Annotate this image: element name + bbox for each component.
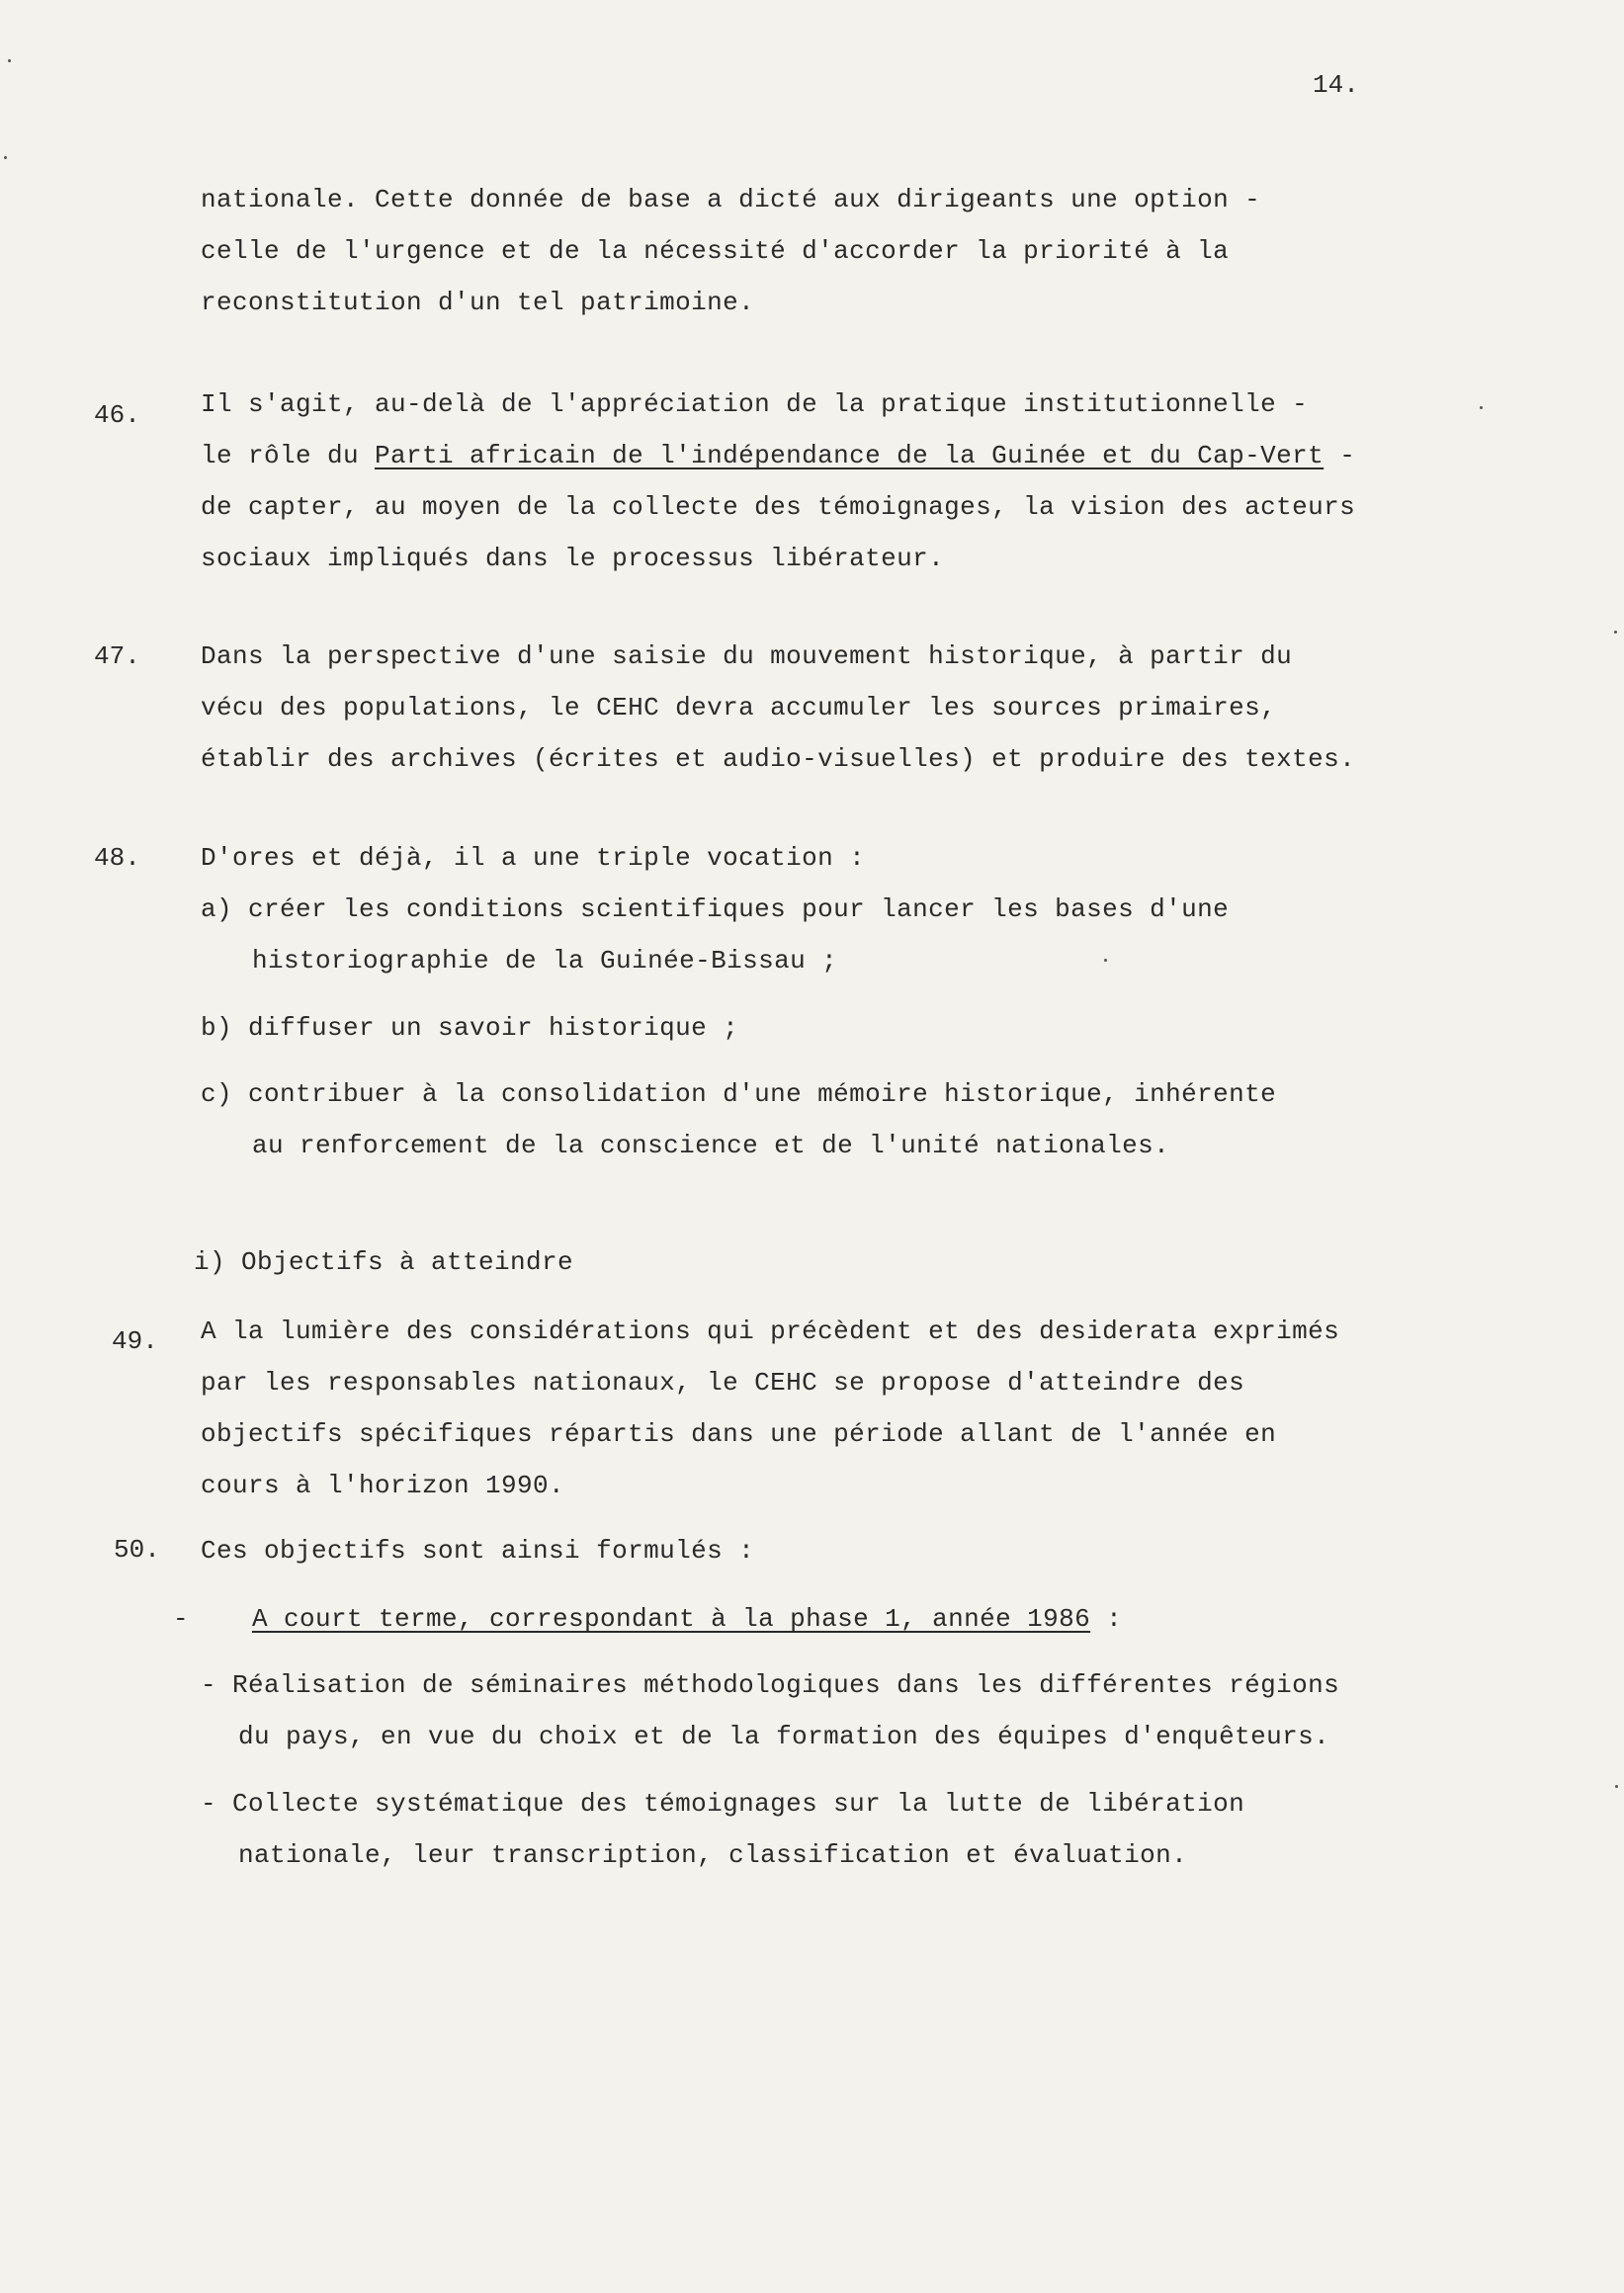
list-item-c: c) contribuer à la consolidation d'une mémoire historique, inhérente [201, 1079, 1277, 1109]
paper-speck [1614, 631, 1617, 634]
text-span: : [1090, 1604, 1123, 1634]
text-line: de capter, au moyen de la collecte des témoignages, la vision des acteurs [201, 492, 1356, 522]
section-heading: i) Objectifs à atteindre [194, 1247, 574, 1277]
dash-bullet: - [173, 1604, 189, 1634]
list-item: - Réalisation de séminaires méthodologiques dans les différentes régions [201, 1670, 1340, 1700]
list-item-b: b) diffuser un savoir historique ; [201, 1013, 739, 1043]
text-line: nationale. Cette donnée de base a dicté aux dirigeants une option - [201, 185, 1261, 214]
text-line: sociaux impliqués dans le processus libérateur. [201, 544, 945, 573]
text-line: historiographie de la Guinée-Bissau ; [252, 946, 838, 976]
paragraph-number: 46. [94, 400, 140, 430]
text-line: Ces objectifs sont ainsi formulés : [201, 1536, 755, 1566]
text-line: vécu des populations, le CEHC devra accumuler les sources primaires, [201, 693, 1277, 722]
paragraph-number: 48. [94, 843, 140, 873]
underlined-party-name: Parti africain de l'indépendance de la Guinée et du Cap-Vert [375, 441, 1325, 470]
text-line: D'ores et déjà, il a une triple vocation : [201, 843, 866, 873]
paragraph-number: 49. [112, 1326, 158, 1356]
list-item: - Collecte systématique des témoignages sur la lutte de libération [201, 1789, 1245, 1819]
text-line: A la lumière des considérations qui précèdent et des desiderata exprimés [201, 1316, 1340, 1346]
text-line: par les responsables nationaux, le CEHC se propose d'atteindre des [201, 1368, 1245, 1398]
paragraph-number: 50. [114, 1535, 160, 1565]
text-line: celle de l'urgence et de la nécessité d'accorder la priorité à la [201, 236, 1230, 266]
text-span: - [1324, 441, 1356, 470]
paper-speck [1480, 406, 1483, 409]
text-line: cours à l'horizon 1990. [201, 1471, 565, 1500]
text-line [201, 440, 1355, 471]
text-line [252, 1603, 1122, 1635]
text-line: reconstitution d'un tel patrimoine. [201, 288, 755, 317]
paper-speck [4, 156, 7, 159]
text-line: établir des archives (écrites et audio-visuelles) et produire des textes. [201, 744, 1356, 774]
text-line: au renforcement de la conscience et de l'unité nationales. [252, 1131, 1170, 1160]
text-line: nationale, leur transcription, classification et évaluation. [238, 1840, 1188, 1870]
paragraph-number: 47. [94, 641, 140, 671]
paper-speck [1615, 1785, 1618, 1788]
page-number: 14. [1313, 70, 1359, 100]
paper-speck [1104, 959, 1107, 962]
text-line: Il s'agit, au-delà de l'appréciation de la pratique institutionnelle - [201, 389, 1309, 419]
text-line: objectifs spécifiques répartis dans une période allant de l'année en [201, 1419, 1277, 1449]
underlined-short-term-heading: A court terme, correspondant à la phase 1, année 1986 [252, 1604, 1091, 1634]
text-span: le rôle du [201, 441, 376, 470]
text-line: du pays, en vue du choix et de la formation des équipes d'enquêteurs. [238, 1722, 1330, 1751]
list-item-a: a) créer les conditions scientifiques pour lancer les bases d'une [201, 894, 1230, 924]
paper-speck [8, 59, 11, 62]
text-line: Dans la perspective d'une saisie du mouvement historique, à partir du [201, 641, 1293, 671]
